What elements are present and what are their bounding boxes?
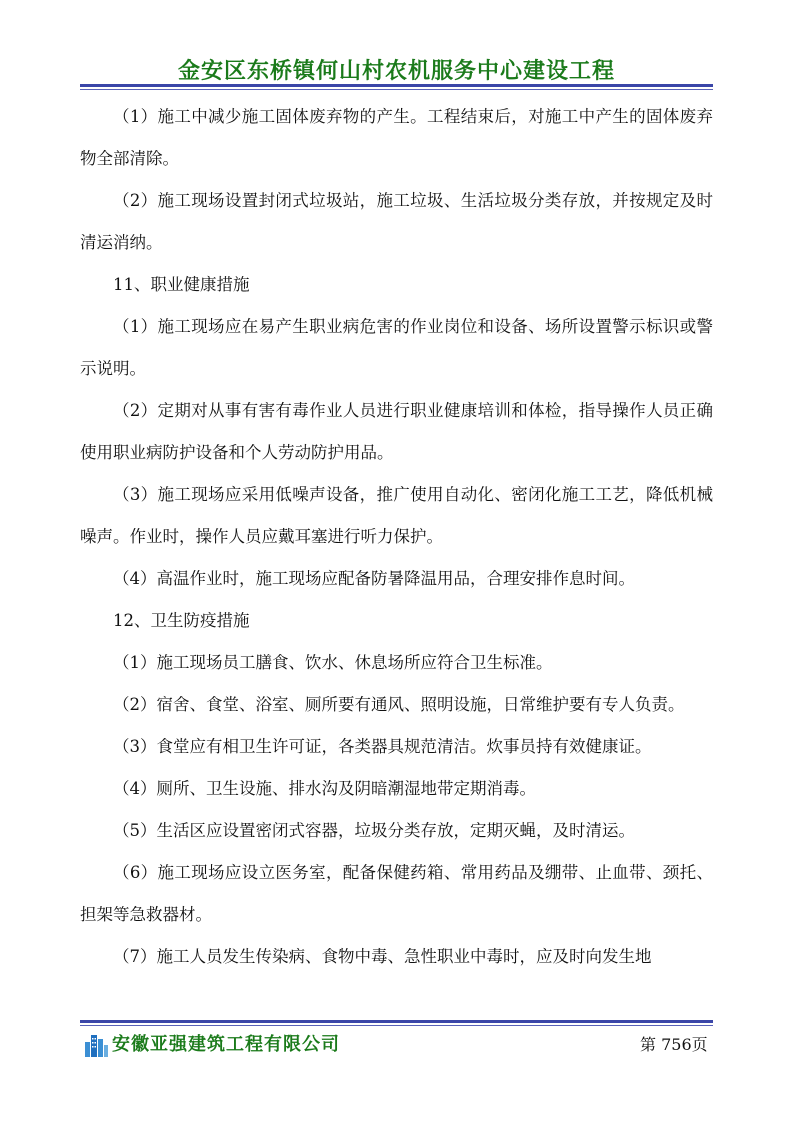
paragraph: （4）高温作业时，施工现场应配备防暑降温用品，合理安排作息时间。 [113, 569, 635, 588]
paragraph: （1）施工现场员工膳食、饮水、休息场所应符合卫生标准。 [113, 653, 553, 672]
document-header-title: 金安区东桥镇何山村农机服务中心建设工程 [177, 59, 615, 84]
paragraph: （3）施工现场应采用低噪声设备，推广使用自动化、密闭化施工工艺，降低机械噪声。作业时，操作人员应戴耳塞进行听力保护。 [80, 485, 713, 546]
document-body [80, 96, 713, 978]
paragraph: （1）施工现场应在易产生职业病危害的作业岗位和设备、场所设置警示标识或警示说明。 [80, 317, 713, 378]
section-heading: 11、职业健康措施 [113, 275, 250, 294]
header-rule-thin [80, 89, 713, 90]
paragraph: （6）施工现场应设立医务室，配备保健药箱、常用药品及绷带、止血带、颈托、担架等急救器材。 [80, 863, 713, 924]
section-heading: 12、卫生防疫措施 [113, 611, 250, 630]
paragraph: （1）施工中减少施工固体废弃物的产生。工程结束后，对施工中产生的固体废弃物全部清除。 [80, 107, 713, 168]
paragraph: （5）生活区应设置密闭式容器，垃圾分类存放，定期灭蝇，及时清运。 [113, 821, 635, 840]
page-number: 第 756页 [640, 1035, 708, 1054]
paragraph: （2）施工现场设置封闭式垃圾站，施工垃圾、生活垃圾分类存放，并按规定及时清运消纳。 [80, 191, 713, 252]
footer-rule-thin [80, 1025, 713, 1026]
paragraph: （7）施工人员发生传染病、食物中毒、急性职业中毒时，应及时向发生地 [113, 947, 652, 966]
paragraph: （4）厕所、卫生设施、排水沟及阴暗潮湿地带定期消毒。 [113, 779, 536, 798]
paragraph: （2）宿舍、食堂、浴室、厕所要有通风、照明设施，日常维护要有专人负责。 [113, 695, 685, 714]
building-logo-icon [83, 1032, 109, 1058]
header-rule-thick [80, 84, 713, 87]
paragraph: （2）定期对从事有害有毒作业人员进行职业健康培训和体检，指导操作人员正确使用职业病防护设备和个人劳动防护用品。 [80, 401, 713, 462]
footer-company-name: 安徽亚强建筑工程有限公司 [112, 1034, 340, 1055]
footer-rule-thick [80, 1020, 713, 1023]
paragraph: （3）食堂应有相卫生许可证，各类器具规范清洁。炊事员持有效健康证。 [113, 737, 652, 756]
